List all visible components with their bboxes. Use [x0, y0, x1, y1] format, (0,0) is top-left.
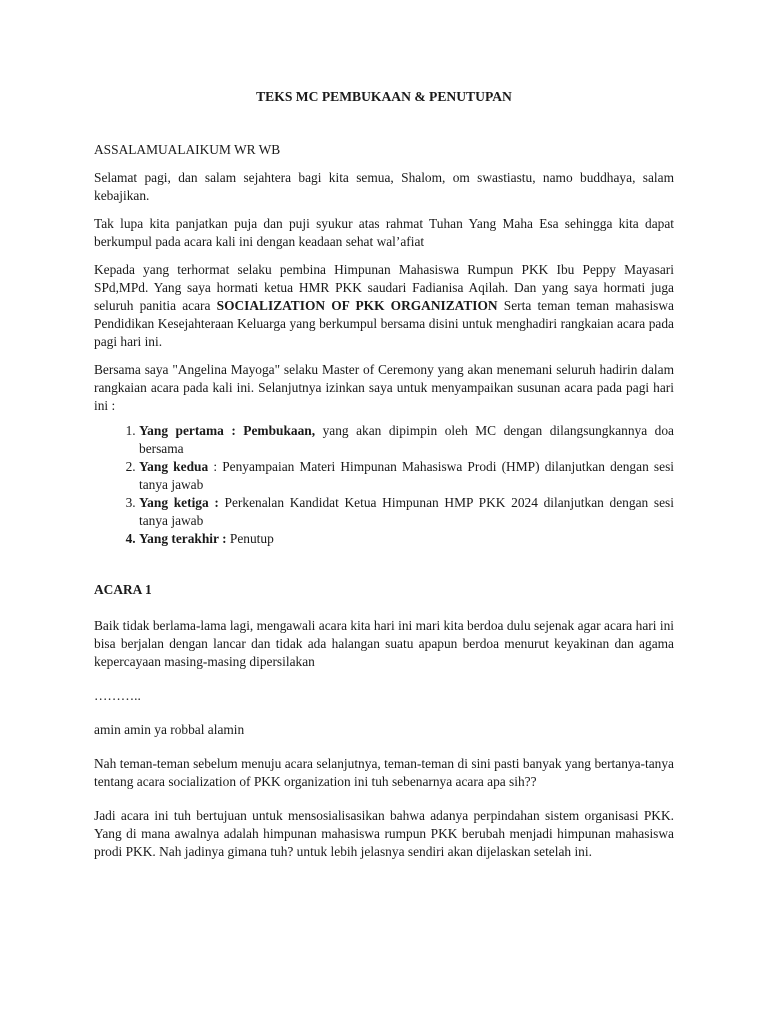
paragraph-nah: Nah teman-teman sebelum menuju acara selanjutnya, teman-teman di sini pasti banyak yang bertanya-tanya tentang acara socialization of PKK organization ini tuh sebenarnya acara apa sih?? — [94, 756, 674, 789]
paragraph-mc: Bersama saya "Angelina Mayoga" selaku Master of Ceremony yang akan menemani seluruh hadirin dalam rangkaian acara pada kali ini. Selanjutnya izinkan saya untuk menyampaikan susunan acara pada pagi hari ini : — [94, 362, 674, 413]
greeting: ASSALAMUALAIKUM WR WB — [94, 142, 281, 157]
agenda-item-text: Penutup — [226, 531, 274, 546]
section-heading-acara-1: ACARA 1 — [94, 582, 152, 597]
paragraph-hormat-part1: Kepada yang terhormat selaku pembina Himpunan Mahasiswa Rumpun PKK Ibu Peppy Mayasari SPd,MPd. Yang saya hormati ketua HMR PKK saudari Fadianisa Aqilah. Dan yang saya hormati juga seluruh panitia acara — [94, 262, 674, 313]
paragraph-syukur: Tak lupa kita panjatkan puja dan puji syukur atas rahmat Tuhan Yang Maha Esa sehingga kita dapat berkumpul pada acara kali ini dengan keadaan sehat wal’afiat — [94, 216, 674, 249]
agenda-item-text: Perkenalan Kandidat Ketua Himpunan HMP PKK 2024 dilanjutkan dengan sesi tanya jawab — [139, 495, 674, 528]
agenda-item-text: yang akan dipimpin oleh MC dengan dilangsungkannya doa bersama — [139, 423, 674, 456]
paragraph-hormat — [94, 261, 674, 351]
agenda-item — [139, 422, 674, 458]
paragraph-selamat: Selamat pagi, dan salam sejahtera bagi kita semua, Shalom, om swastiastu, namo buddhaya, salam kebajikan. — [94, 170, 674, 203]
document-title: TEKS MC PEMBUKAAN & PENUTUPAN — [256, 89, 512, 104]
agenda-list — [94, 422, 674, 548]
paragraph-doa: Baik tidak berlama-lama lagi, mengawali acara kita hari ini mari kita berdoa dulu sejenak agar acara hari ini bisa berjalan dengan lancar dan tidak ada halangan suatu apapun berdoa menurut keyakinan dan agama kepercayaan masing-masing dipersilakan — [94, 618, 674, 669]
agenda-item — [139, 458, 674, 494]
agenda-item — [139, 530, 674, 548]
agenda-item-text: : Penyampaian Materi Himpunan Mahasiswa Prodi (HMP) dilanjutkan dengan sesi tanya jawab — [139, 459, 675, 492]
paragraph-jadi: Jadi acara ini tuh bertujuan untuk mensosialisasikan bahwa adanya perpindahan sistem organisasi PKK. Yang di mana awalnya adalah himpunan mahasiswa rumpun PKK berubah menjadi himpunan mahasiswa prodi PKK. Nah jadinya gimana tuh? untuk lebih jelasnya sendiri akan dijelaskan setelah ini. — [94, 808, 674, 859]
ellipsis-line: ……….. — [94, 688, 141, 703]
paragraph-hormat-part2: Serta teman teman mahasiswa Pendidikan Kesejahteraan Keluarga yang berkumpul bersama disini untuk menghadiri rangkaian acara pada pagi hari ini. — [94, 298, 674, 349]
agenda-item-label: Yang terakhir : — [139, 531, 227, 546]
agenda-item-label: Yang ketiga : — [139, 495, 219, 510]
event-name: SOCIALIZATION OF PKK ORGANIZATION — [216, 298, 498, 313]
document-page — [94, 88, 674, 861]
paragraph-amin: amin amin ya robbal alamin — [94, 722, 245, 737]
agenda-item-label: Yang pertama : Pembukaan, — [139, 423, 316, 438]
agenda-item-label: Yang kedua — [139, 459, 209, 474]
agenda-item — [139, 494, 674, 530]
